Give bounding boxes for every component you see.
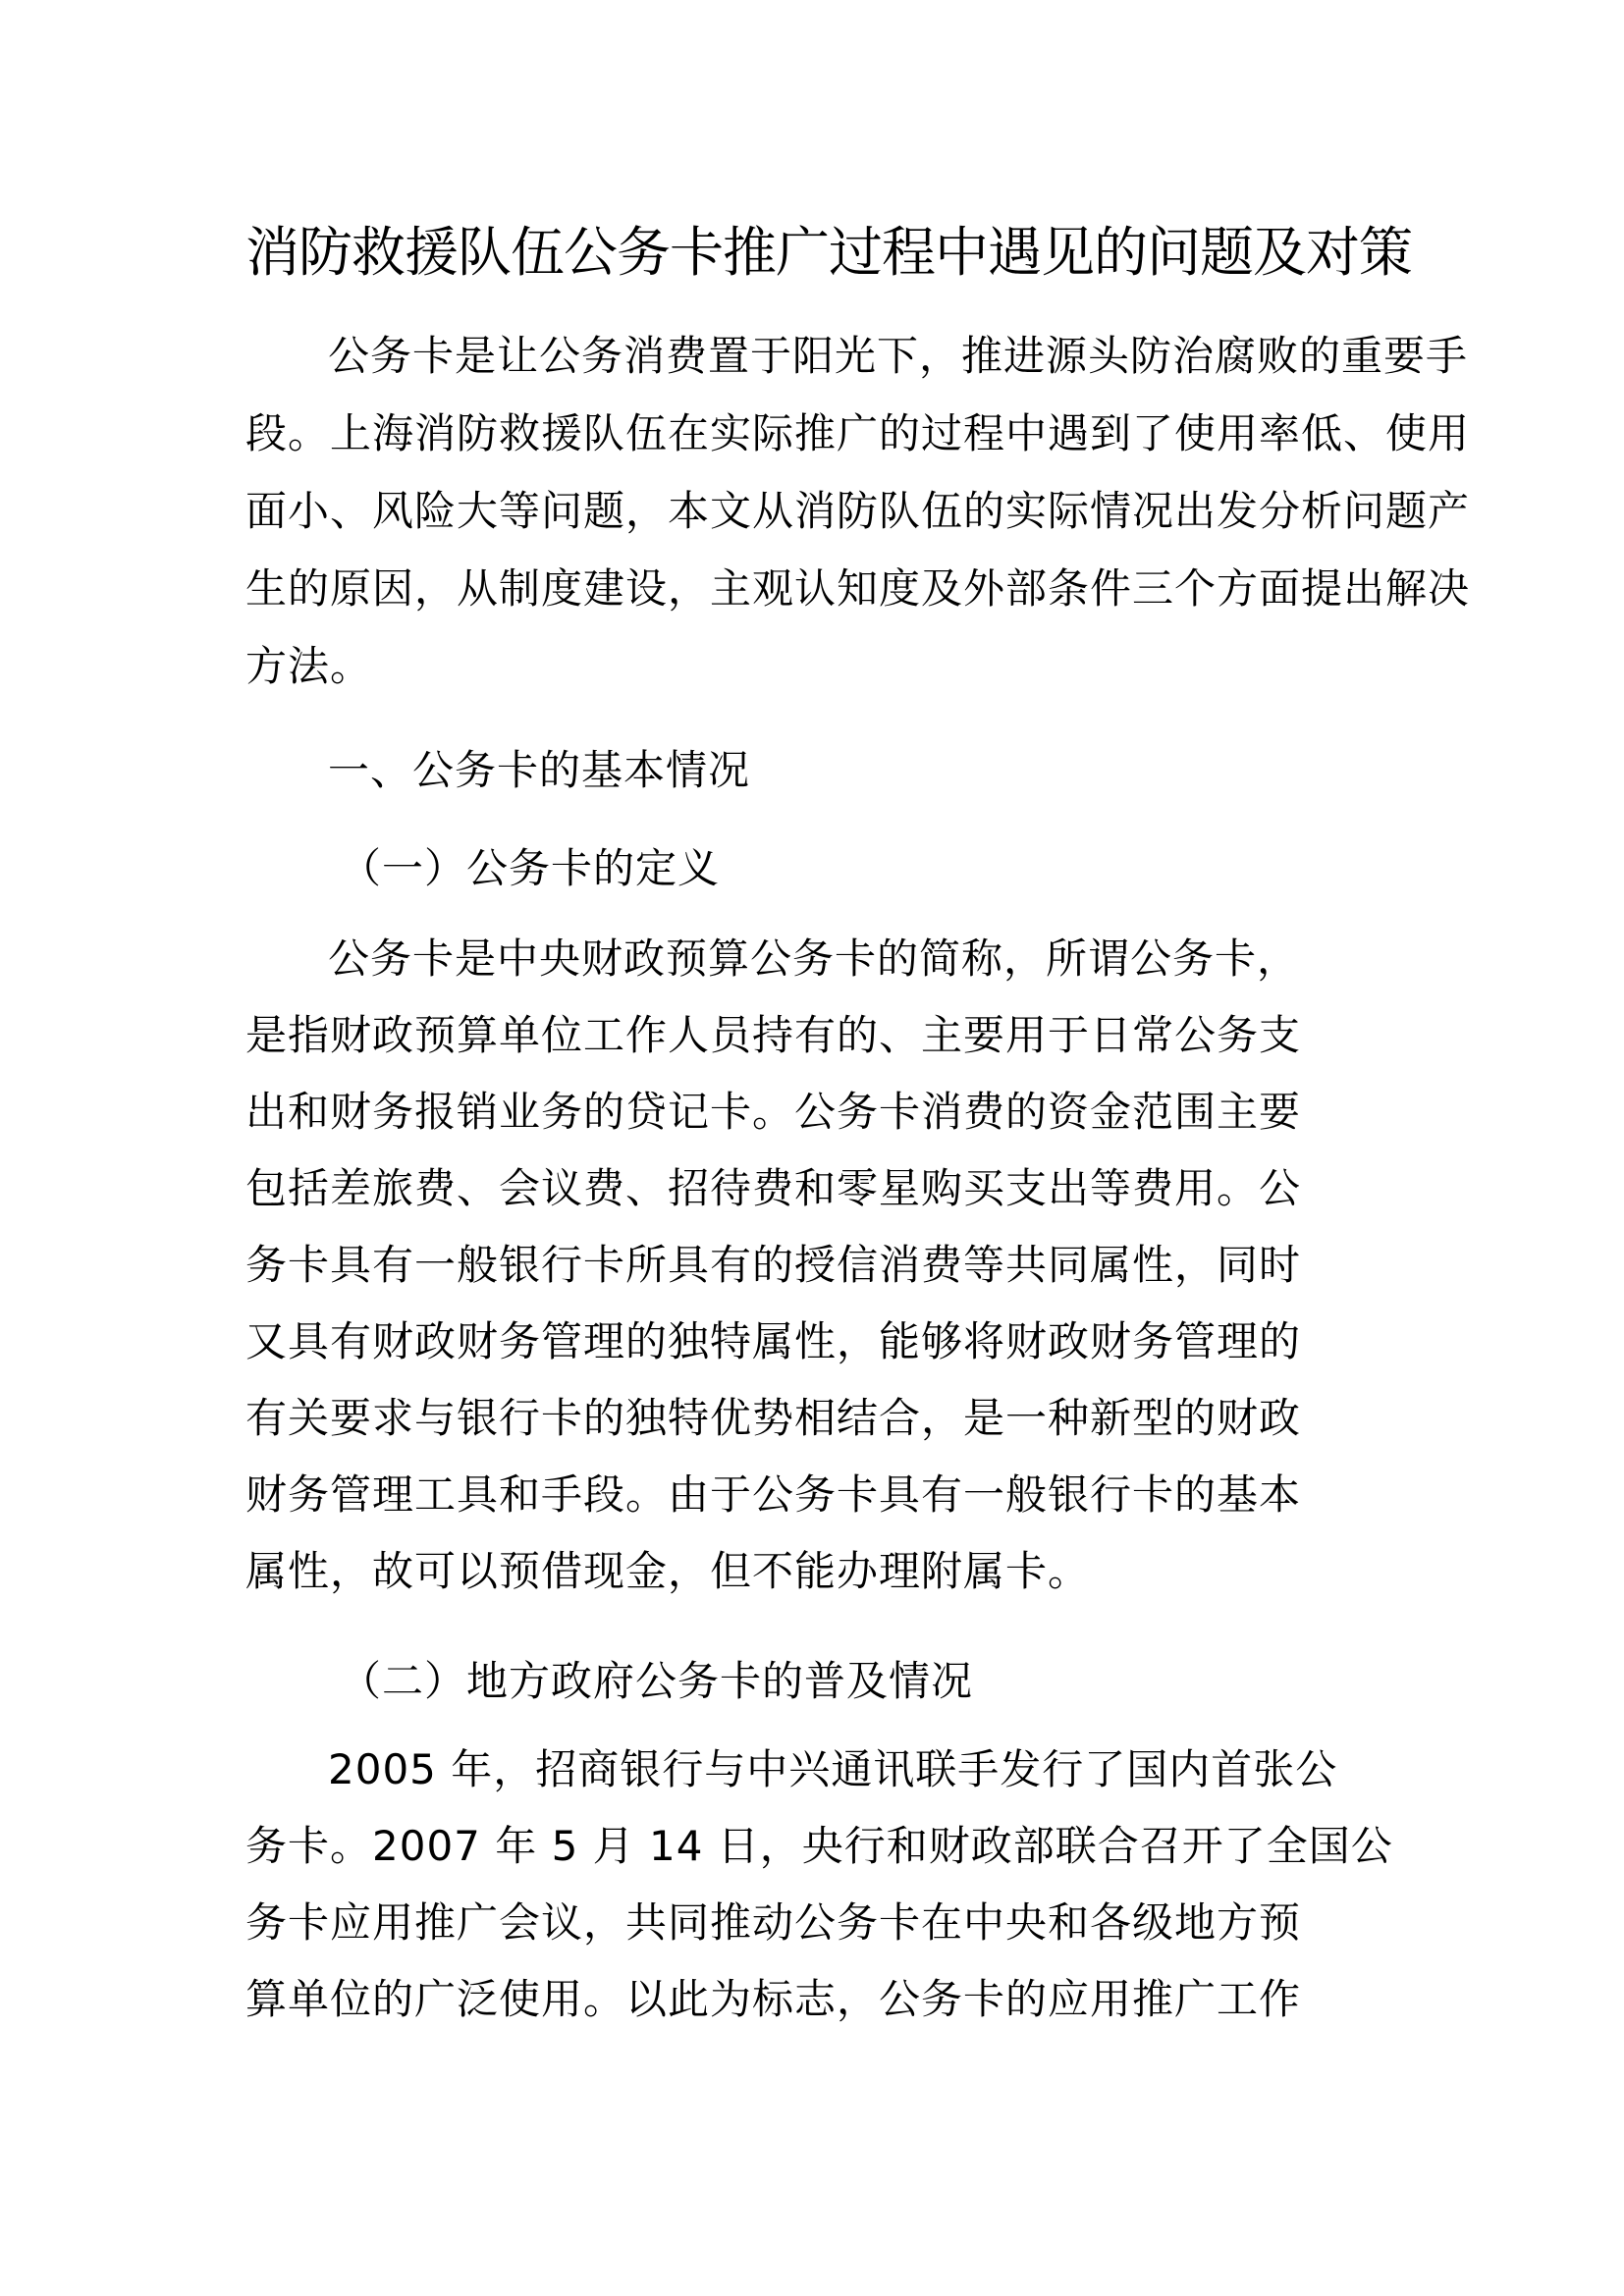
paragraph-line: 2005 年，招商银行与中兴通讯联手发行了国内首张公 [328, 1745, 1338, 1793]
paragraph-line: 务卡。2007 年 5 月 14 日，央行和财政部联合召开了全国公 [245, 1822, 1393, 1870]
paragraph-line: 算单位的广泛使用。以此为标志，公务卡的应用推广工作 [245, 1975, 1302, 2023]
abstract-line: 方法。 [245, 642, 373, 690]
section-heading: 一、公务卡的基本情况 [328, 746, 751, 794]
paragraph-line: 务卡具有一般银行卡所具有的授信消费等共同属性，同时 [245, 1241, 1302, 1289]
paragraph-line: 包括差旅费、会议费、招待费和零星购买支出等费用。公 [245, 1164, 1302, 1212]
abstract-line: 段。上海消防救援队伍在实际推广的过程中遇到了使用率低、使用 [245, 409, 1471, 457]
abstract-line: 公务卡是让公务消费置于阳光下，推进源头防治腐败的重要手 [328, 332, 1469, 380]
subsection-heading: （一）公务卡的定义 [340, 844, 721, 892]
paragraph-line: 又具有财政财务管理的独特属性，能够将财政财务管理的 [245, 1317, 1302, 1365]
abstract-line: 面小、风险大等问题，本文从消防队伍的实际情况出发分析问题产 [245, 487, 1471, 535]
paragraph-line: 出和财务报销业务的贷记卡。公务卡消费的资金范围主要 [245, 1088, 1302, 1136]
paragraph-line: 是指财政预算单位工作人员持有的、主要用于日常公务支 [245, 1011, 1302, 1059]
subsection-heading: （二）地方政府公务卡的普及情况 [340, 1657, 974, 1705]
document-title: 消防救援队伍公务卡推广过程中遇见的问题及对策 [245, 221, 1413, 284]
paragraph-line: 务卡应用推广会议，共同推动公务卡在中央和各级地方预 [245, 1898, 1302, 1947]
paragraph-line: 财务管理工具和手段。由于公务卡具有一般银行卡的基本 [245, 1470, 1302, 1519]
paragraph-line: 公务卡是中央财政预算公务卡的简称，所谓公务卡， [328, 934, 1300, 983]
paragraph-line: 属性，故可以预借现金，但不能办理附属卡。 [245, 1547, 1091, 1595]
abstract-line: 生的原因，从制度建设，主观认知度及外部条件三个方面提出解决 [245, 564, 1471, 613]
paragraph-line: 有关要求与银行卡的独特优势相结合，是一种新型的财政 [245, 1394, 1302, 1442]
